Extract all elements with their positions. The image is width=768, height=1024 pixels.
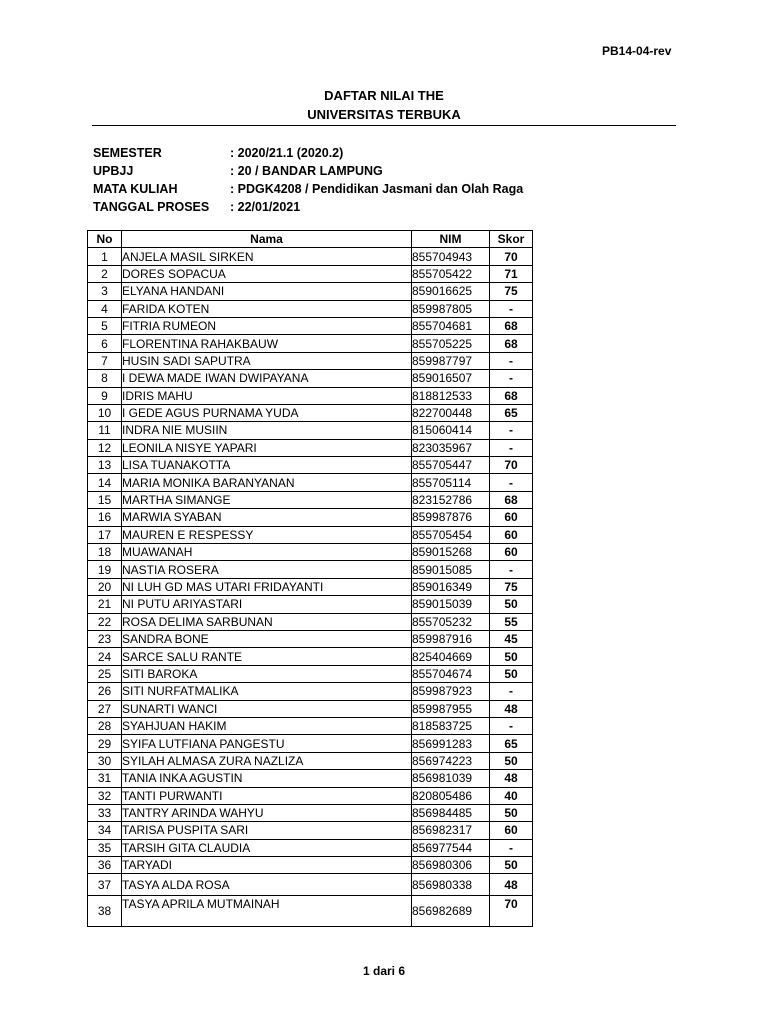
- cell-nim: 818583725: [412, 717, 490, 734]
- table-row: [88, 439, 533, 456]
- cell-skor: 70: [490, 248, 533, 265]
- table-row: [88, 544, 533, 561]
- cell-nim: 855704674: [412, 665, 490, 682]
- cell-nama: ROSA DELIMA SARBUNAN: [122, 613, 412, 630]
- header-nim: NIM: [412, 231, 490, 248]
- header-skor: Skor: [490, 231, 533, 248]
- cell-nim: 855705447: [412, 457, 490, 474]
- table-row: [88, 630, 533, 647]
- cell-no: 15: [88, 491, 122, 508]
- table-row: [88, 578, 533, 595]
- page-number: 1 dari 6: [362, 964, 406, 978]
- cell-nim: 855704943: [412, 248, 490, 265]
- cell-no: 24: [88, 648, 122, 665]
- cell-nim: 859016507: [412, 370, 490, 387]
- cell-nama: MARWIA SYABAN: [122, 509, 412, 526]
- cell-no: 21: [88, 596, 122, 613]
- table-row: [88, 561, 533, 578]
- cell-skor: 68: [490, 387, 533, 404]
- cell-nama: SYAHJUAN HAKIM: [122, 717, 412, 734]
- cell-no: 25: [88, 665, 122, 682]
- cell-nim: 859015268: [412, 544, 490, 561]
- table-row: [88, 265, 533, 282]
- cell-nama: SUNARTI WANCI: [122, 700, 412, 717]
- cell-skor: 60: [490, 544, 533, 561]
- cell-nama: SITI BAROKA: [122, 665, 412, 682]
- table-row: [88, 648, 533, 665]
- cell-nim: 855704681: [412, 317, 490, 334]
- cell-skor: 48: [490, 874, 533, 896]
- cell-no: 14: [88, 474, 122, 491]
- cell-nama: LEONILA NISYE YAPARI: [122, 439, 412, 456]
- cell-skor: 75: [490, 283, 533, 300]
- cell-skor: 71: [490, 265, 533, 282]
- cell-no: 30: [88, 752, 122, 769]
- document-title: DAFTAR NILAI THE: [324, 88, 444, 103]
- table-row: [88, 857, 533, 874]
- meta-value: : 2020/21.1 (2020.2): [230, 146, 344, 160]
- cell-nim: 815060414: [412, 422, 490, 439]
- institution-title: UNIVERSITAS TERBUKA: [307, 107, 461, 122]
- cell-nama: MARIA MONIKA BARANYANAN: [122, 474, 412, 491]
- cell-skor: -: [490, 561, 533, 578]
- meta-upbjj: [93, 162, 653, 180]
- cell-no: 37: [88, 874, 122, 896]
- cell-nama: TANTI PURWANTI: [122, 787, 412, 804]
- cell-nama: SYILAH ALMASA ZURA NAZLIZA: [122, 752, 412, 769]
- table-row: [88, 526, 533, 543]
- cell-nim: 822700448: [412, 404, 490, 421]
- cell-skor: 50: [490, 596, 533, 613]
- cell-nim: 855705114: [412, 474, 490, 491]
- table-row: [88, 896, 533, 927]
- table-row: [88, 752, 533, 769]
- cell-nama: TARYADI: [122, 857, 412, 874]
- cell-no: 22: [88, 613, 122, 630]
- header-divider: [92, 125, 676, 126]
- cell-nim: 818812533: [412, 387, 490, 404]
- meta-label: SEMESTER: [93, 146, 162, 160]
- cell-nama: SITI NURFATMALIKA: [122, 683, 412, 700]
- cell-nama: SARCE SALU RANTE: [122, 648, 412, 665]
- document-code: PB14-04-rev: [602, 44, 672, 58]
- cell-skor: 48: [490, 770, 533, 787]
- cell-no: 36: [88, 857, 122, 874]
- cell-no: 38: [88, 896, 122, 927]
- cell-nama: FARIDA KOTEN: [122, 300, 412, 317]
- cell-nim: 856981039: [412, 770, 490, 787]
- cell-nim: 855705225: [412, 335, 490, 352]
- cell-nim: 859987923: [412, 683, 490, 700]
- table-row: [88, 317, 533, 334]
- cell-skor: 75: [490, 578, 533, 595]
- cell-nama: DORES SOPACUA: [122, 265, 412, 282]
- cell-nim: 855705232: [412, 613, 490, 630]
- meta-value: : PDGK4208 / Pendidikan Jasmani dan Olah Raga: [230, 182, 524, 196]
- cell-skor: 70: [490, 896, 533, 927]
- cell-skor: 48: [490, 700, 533, 717]
- meta-label: TANGGAL PROSES: [93, 200, 210, 214]
- table-row: [88, 404, 533, 421]
- cell-nim: 859987797: [412, 352, 490, 369]
- table-row: [88, 596, 533, 613]
- cell-no: 18: [88, 544, 122, 561]
- cell-nim: 859987805: [412, 300, 490, 317]
- table-row: [88, 248, 533, 265]
- cell-skor: -: [490, 422, 533, 439]
- cell-nim: 856991283: [412, 735, 490, 752]
- cell-skor: -: [490, 717, 533, 734]
- cell-nama: TARSIH GITA CLAUDIA: [122, 839, 412, 856]
- cell-no: 23: [88, 630, 122, 647]
- cell-nim: 856974223: [412, 752, 490, 769]
- table-row: [88, 787, 533, 804]
- cell-nama: I GEDE AGUS PURNAMA YUDA: [122, 404, 412, 421]
- meta-label: UPBJJ: [93, 164, 134, 178]
- cell-nim: 823035967: [412, 439, 490, 456]
- cell-no: 33: [88, 804, 122, 821]
- cell-skor: 68: [490, 317, 533, 334]
- cell-no: 27: [88, 700, 122, 717]
- cell-nama: LISA TUANAKOTTA: [122, 457, 412, 474]
- cell-skor: -: [490, 352, 533, 369]
- cell-nama: HUSIN SADI SAPUTRA: [122, 352, 412, 369]
- cell-nim: 859015085: [412, 561, 490, 578]
- cell-skor: 50: [490, 804, 533, 821]
- table-row: [88, 700, 533, 717]
- table-row: [88, 352, 533, 369]
- cell-nama: MARTHA SIMANGE: [122, 491, 412, 508]
- cell-no: 3: [88, 283, 122, 300]
- header-nama: Nama: [122, 231, 412, 248]
- cell-skor: 65: [490, 735, 533, 752]
- table-row: [88, 839, 533, 856]
- cell-nama: ANJELA MASIL SIRKEN: [122, 248, 412, 265]
- cell-no: 34: [88, 822, 122, 839]
- cell-nama: TANIA INKA AGUSTIN: [122, 770, 412, 787]
- cell-skor: 45: [490, 630, 533, 647]
- cell-no: 9: [88, 387, 122, 404]
- cell-nama: NI LUH GD MAS UTARI FRIDAYANTI: [122, 578, 412, 595]
- cell-nama: TANTRY ARINDA WAHYU: [122, 804, 412, 821]
- cell-no: 35: [88, 839, 122, 856]
- cell-nim: 859016349: [412, 578, 490, 595]
- cell-skor: 70: [490, 457, 533, 474]
- table-row: [88, 665, 533, 682]
- cell-no: 6: [88, 335, 122, 352]
- cell-nim: 856984485: [412, 804, 490, 821]
- cell-nama: FITRIA RUMEON: [122, 317, 412, 334]
- table-body: [88, 248, 533, 927]
- cell-skor: 60: [490, 526, 533, 543]
- cell-no: 32: [88, 787, 122, 804]
- table-row: [88, 300, 533, 317]
- table-row: [88, 422, 533, 439]
- cell-skor: 50: [490, 857, 533, 874]
- table-row: [88, 735, 533, 752]
- cell-no: 4: [88, 300, 122, 317]
- table-header-row: [88, 231, 533, 248]
- cell-skor: -: [490, 439, 533, 456]
- cell-skor: 55: [490, 613, 533, 630]
- cell-nim: 859987876: [412, 509, 490, 526]
- meta-label: MATA KULIAH: [93, 182, 178, 196]
- cell-nim: 825404669: [412, 648, 490, 665]
- cell-nama: SYIFA LUTFIANA PANGESTU: [122, 735, 412, 752]
- table-row: [88, 804, 533, 821]
- cell-nama: NASTIA ROSERA: [122, 561, 412, 578]
- table-row: [88, 683, 533, 700]
- cell-nim: 856982689: [412, 896, 490, 927]
- metadata-block: [93, 144, 653, 216]
- cell-no: 20: [88, 578, 122, 595]
- cell-nim: 859015039: [412, 596, 490, 613]
- cell-no: 31: [88, 770, 122, 787]
- cell-nim: 823152786: [412, 491, 490, 508]
- table-row: [88, 822, 533, 839]
- grades-table: [87, 230, 533, 927]
- cell-nama: TASYA ALDA ROSA: [122, 874, 412, 896]
- cell-nama: I DEWA MADE IWAN DWIPAYANA: [122, 370, 412, 387]
- cell-nim: 820805486: [412, 787, 490, 804]
- cell-no: 11: [88, 422, 122, 439]
- table-row: [88, 509, 533, 526]
- table-row: [88, 283, 533, 300]
- table-row: [88, 370, 533, 387]
- cell-skor: 40: [490, 787, 533, 804]
- cell-nama: TASYA APRILA MUTMAINAH: [122, 896, 412, 927]
- cell-skor: 68: [490, 335, 533, 352]
- cell-nim: 856982317: [412, 822, 490, 839]
- cell-nama: INDRA NIE MUSIIN: [122, 422, 412, 439]
- cell-skor: -: [490, 474, 533, 491]
- cell-no: 19: [88, 561, 122, 578]
- table-row: [88, 491, 533, 508]
- table-row: [88, 335, 533, 352]
- cell-no: 12: [88, 439, 122, 456]
- cell-no: 13: [88, 457, 122, 474]
- table-row: [88, 457, 533, 474]
- cell-no: 8: [88, 370, 122, 387]
- cell-skor: 68: [490, 491, 533, 508]
- cell-nama: MUAWANAH: [122, 544, 412, 561]
- cell-no: 26: [88, 683, 122, 700]
- cell-nim: 859016625: [412, 283, 490, 300]
- meta-semester: [93, 144, 653, 162]
- cell-nama: SANDRA BONE: [122, 630, 412, 647]
- cell-no: 16: [88, 509, 122, 526]
- cell-no: 17: [88, 526, 122, 543]
- table-row: [88, 613, 533, 630]
- table-row: [88, 770, 533, 787]
- table-row: [88, 474, 533, 491]
- cell-nim: 856980338: [412, 874, 490, 896]
- cell-nama: IDRIS MAHU: [122, 387, 412, 404]
- cell-no: 5: [88, 317, 122, 334]
- table-row: [88, 874, 533, 896]
- cell-skor: 50: [490, 665, 533, 682]
- meta-tanggal-proses: [93, 198, 653, 216]
- meta-value: : 20 / BANDAR LAMPUNG: [230, 164, 383, 178]
- cell-nama: MAUREN E RESPESSY: [122, 526, 412, 543]
- cell-skor: -: [490, 370, 533, 387]
- cell-skor: 50: [490, 648, 533, 665]
- cell-skor: 50: [490, 752, 533, 769]
- meta-mata-kuliah: [93, 180, 653, 198]
- cell-nama: NI PUTU ARIYASTARI: [122, 596, 412, 613]
- cell-skor: 60: [490, 509, 533, 526]
- cell-no: 29: [88, 735, 122, 752]
- cell-nama: ELYANA HANDANI: [122, 283, 412, 300]
- meta-value: : 22/01/2021: [230, 200, 301, 214]
- cell-skor: -: [490, 300, 533, 317]
- cell-skor: 60: [490, 822, 533, 839]
- cell-nama: TARISA PUSPITA SARI: [122, 822, 412, 839]
- header-no: No: [88, 231, 122, 248]
- table-row: [88, 387, 533, 404]
- cell-no: 10: [88, 404, 122, 421]
- cell-no: 7: [88, 352, 122, 369]
- cell-nim: 856977544: [412, 839, 490, 856]
- cell-skor: -: [490, 839, 533, 856]
- cell-skor: -: [490, 683, 533, 700]
- cell-no: 28: [88, 717, 122, 734]
- cell-nim: 859987916: [412, 630, 490, 647]
- cell-nim: 855705454: [412, 526, 490, 543]
- cell-nama: FLORENTINA RAHAKBAUW: [122, 335, 412, 352]
- table-row: [88, 717, 533, 734]
- cell-no: 1: [88, 248, 122, 265]
- cell-no: 2: [88, 265, 122, 282]
- cell-nim: 856980306: [412, 857, 490, 874]
- cell-nim: 855705422: [412, 265, 490, 282]
- cell-nim: 859987955: [412, 700, 490, 717]
- cell-skor: 65: [490, 404, 533, 421]
